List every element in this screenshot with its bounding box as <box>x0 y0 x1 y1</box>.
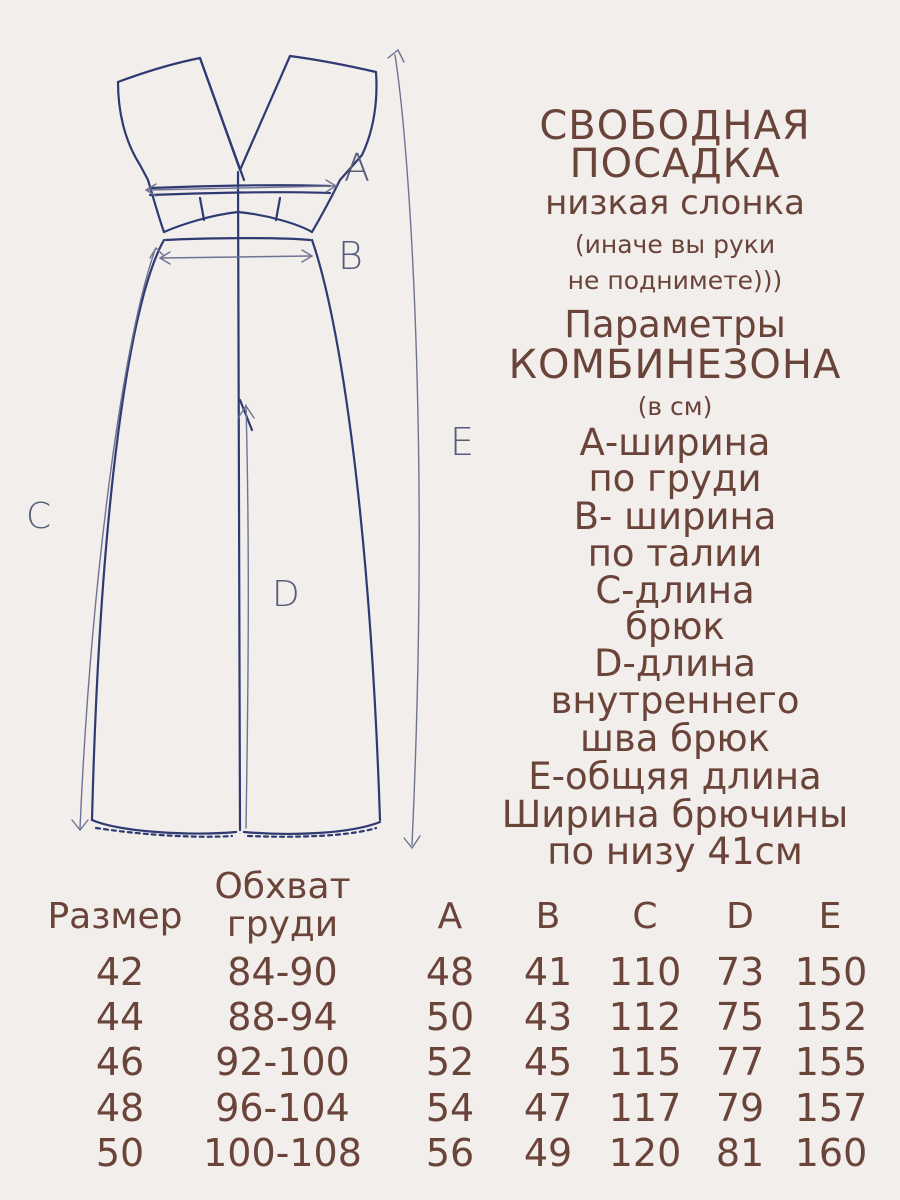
cell-a: 56 <box>425 1131 475 1175</box>
cell-size: 48 <box>95 1086 145 1130</box>
cell-d: 81 <box>715 1131 765 1175</box>
param-line: брюк <box>625 605 725 648</box>
cell-a: 50 <box>425 995 475 1039</box>
cell-size: 50 <box>95 1131 145 1175</box>
title-line-2: ПОСАДКА <box>569 141 781 187</box>
sketch-label-d: D <box>272 574 300 615</box>
cell-e: 157 <box>794 1086 868 1130</box>
header-chest-line-1: Обхват <box>214 866 351 907</box>
param-line: шва брюк <box>580 717 770 760</box>
param-line: Е-общяя длина <box>528 755 822 798</box>
cell-e: 155 <box>794 1040 868 1084</box>
cell-a: 52 <box>425 1040 475 1084</box>
params-unit: (в см) <box>637 392 713 421</box>
header-size: Размер <box>47 896 183 937</box>
param-line: Ширина брючины <box>501 793 849 836</box>
param-line: В- ширина <box>573 495 777 538</box>
cell-d: 75 <box>715 995 765 1039</box>
param-line: D-длина <box>594 642 756 685</box>
cell-b: 45 <box>523 1040 573 1084</box>
cell-b: 49 <box>523 1131 573 1175</box>
header-e: E <box>818 896 842 937</box>
cell-e: 152 <box>794 995 868 1039</box>
cell-size: 42 <box>95 950 145 994</box>
cell-c: 120 <box>608 1131 682 1175</box>
cell-chest: 84-90 <box>227 950 338 994</box>
cell-c: 115 <box>608 1040 682 1084</box>
sketch-label-b: B <box>338 234 363 278</box>
cell-chest: 88-94 <box>227 995 338 1039</box>
cell-chest: 96-104 <box>215 1086 350 1130</box>
params-heading-1: Параметры <box>564 303 786 346</box>
cell-a: 54 <box>425 1086 475 1130</box>
param-line: по низу 41см <box>547 830 803 873</box>
cell-c: 112 <box>608 995 682 1039</box>
header-b: B <box>535 896 561 937</box>
cell-size: 46 <box>95 1040 145 1084</box>
cell-a: 48 <box>425 950 475 994</box>
cell-b: 43 <box>523 995 573 1039</box>
header-d: D <box>726 896 754 937</box>
sketch-label-a: A <box>344 146 370 190</box>
jumpsuit-drawing <box>0 0 500 870</box>
note-line-1: (иначе вы руки <box>574 230 776 259</box>
header-chest-line-2: груди <box>226 904 339 945</box>
params-heading-2: КОМБИНЕЗОНА <box>508 342 842 388</box>
param-line: А-ширина <box>579 421 771 464</box>
cell-chest: 92-100 <box>215 1040 350 1084</box>
title-line-3: низкая слонка <box>545 183 805 223</box>
jumpsuit-outline <box>92 56 380 837</box>
cell-b: 47 <box>523 1086 573 1130</box>
cell-d: 77 <box>715 1040 765 1084</box>
param-line: С-длина <box>595 569 755 612</box>
sketch-label-c: C <box>26 496 52 537</box>
jumpsuit-sketch <box>0 0 500 870</box>
title-line-1: СВОБОДНАЯ <box>539 103 811 149</box>
cell-chest: 100-108 <box>203 1131 362 1175</box>
param-line: внутреннего <box>550 679 800 722</box>
header-c: C <box>632 896 658 937</box>
cell-d: 79 <box>715 1086 765 1130</box>
param-line: по талии <box>587 532 763 575</box>
cell-e: 160 <box>794 1131 868 1175</box>
cell-b: 41 <box>523 950 573 994</box>
cell-c: 110 <box>608 950 682 994</box>
cell-e: 150 <box>794 950 868 994</box>
cell-c: 117 <box>608 1086 682 1130</box>
note-line-2: не поднимете))) <box>567 266 783 295</box>
sketch-label-e: E <box>450 420 475 464</box>
header-a: A <box>437 896 463 937</box>
cell-size: 44 <box>95 995 145 1039</box>
param-line: по груди <box>588 457 762 500</box>
cell-d: 73 <box>715 950 765 994</box>
